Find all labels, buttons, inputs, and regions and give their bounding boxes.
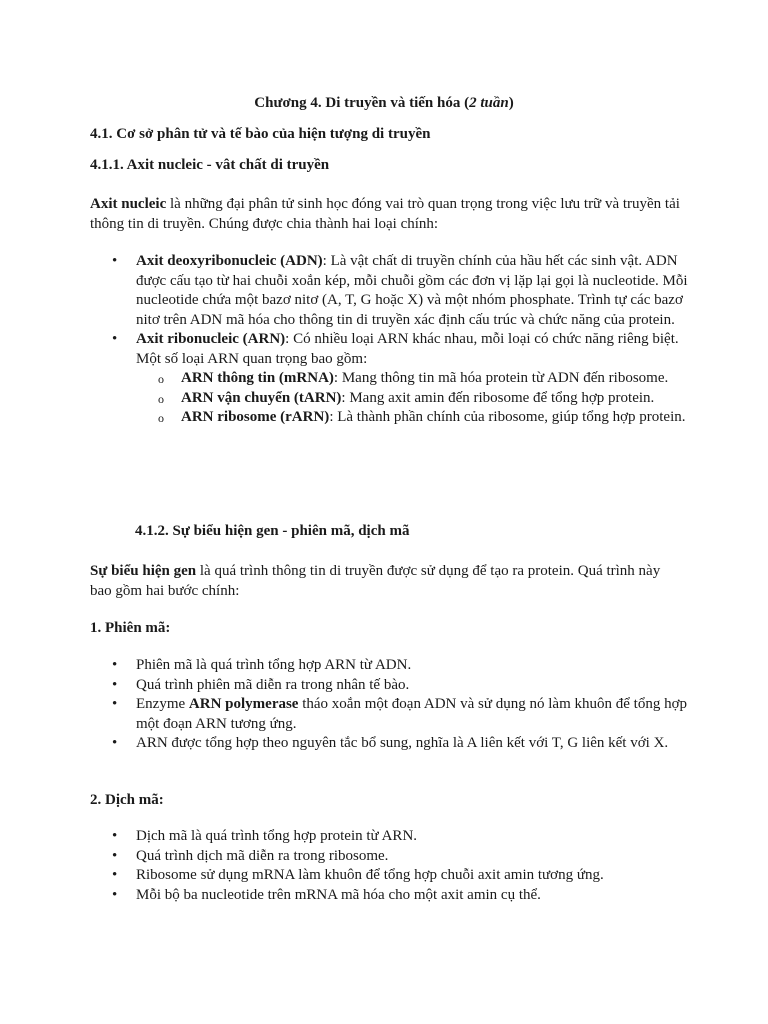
term-mrna: ARN thông tin (mRNA) <box>181 370 334 386</box>
term-rarn: ARN ribosome (rARN) <box>181 409 330 425</box>
term-arn: Axit ribonucleic (ARN) <box>136 331 286 347</box>
paragraph-text: là những đại phân tử sinh học đóng vai trò quan trọng trong việc lưu trữ và truyền tải thông tin di truyền. Chúng được chia thành hai loại chính: <box>90 196 680 232</box>
term-arn-polymerase: ARN polymerase <box>188 696 299 712</box>
paragraph-text: là quá trình thông tin di truyền được sử dụng để tạo ra protein. Quá trình này bao gồm hai bước chính: <box>90 563 661 599</box>
sub-list-item <box>136 369 690 389</box>
chapter-title-text: Chương 4. Di truyền và tiến hóa ( <box>254 95 470 111</box>
term-gene-expression: Sự biểu hiện gen <box>90 563 197 579</box>
list-item-text: tháo xoắn một đoạn ADN và sử dụng nó làm khuôn để tổng hợp một đoạn ARN tương ứng. <box>136 696 688 732</box>
rna-types-list <box>136 369 690 428</box>
list-item: • Phiên mã là quá trình tổng hợp ARN từ ADN. <box>90 656 690 676</box>
list-item: • Ribosome sử dụng mRNA làm khuôn để tổng hợp chuỗi axit amin tương ứng. <box>90 866 690 886</box>
list-item: • Quá trình phiên mã diễn ra trong nhân tế bào. <box>90 676 690 696</box>
paragraph-gene-expression <box>90 562 680 601</box>
transcription-list <box>90 656 690 754</box>
list-item: • Dịch mã là quá trình tổng hợp protein từ ARN. <box>90 827 690 847</box>
sub-list-item-text: : Là thành phần chính của ribosome, giúp tổng hợp protein. <box>329 409 686 425</box>
term-tarn: ARN vận chuyển (tARN) <box>181 389 342 406</box>
list-item <box>90 252 690 330</box>
sub-list-item <box>136 389 690 409</box>
heading-translation: 2. Dịch mã: <box>90 792 164 808</box>
list-item-text: : Có nhiều loại ARN khác nhau, mỗi loại có chức năng riêng biệt. Một số loại ARN quan trọng bao gồm: <box>136 331 679 367</box>
list-item: • Mỗi bộ ba nucleotide trên mRNA mã hóa cho một axit amin cụ thể. <box>90 886 690 906</box>
term-adn: Axit deoxyribonucleic (ADN) <box>136 253 323 269</box>
chapter-title <box>0 94 768 114</box>
section-heading-4-1: 4.1. Cơ sở phân tử và tế bào của hiện tượng di truyền <box>90 126 431 142</box>
paragraph-axit-nucleic <box>90 195 680 234</box>
translation-list <box>90 827 690 905</box>
sub-list-item-text: : Mang axit amin đến ribosome để tổng hợp protein. <box>341 389 655 406</box>
nucleic-acid-list <box>90 252 690 428</box>
chapter-duration: 2 tuần <box>469 95 509 111</box>
term-axit-nucleic: Axit nucleic <box>90 196 167 212</box>
section-heading-4-1-1: 4.1.1. Axit nucleic - vât chất di truyền <box>90 157 330 173</box>
list-item-text: Enzyme <box>136 696 189 712</box>
sub-list-item <box>136 408 690 428</box>
list-item: • Quá trình dịch mã diễn ra trong ribosome. <box>90 847 690 867</box>
section-heading-4-1-2: 4.1.2. Sự biểu hiện gen - phiên mã, dịch mã <box>135 523 410 539</box>
list-item-text: : Là vật chất di truyền chính của hầu hết các sinh vật. ADN được cấu tạo từ hai chuỗi xoắn kép, mỗi chuỗi gồm các đơn vị lặp lại gọi là nucleotide. Mỗi nucleotide chứa một bazơ nitơ (A, T, G hoặc X) và một nhóm phosphate. Trình tự các bazơ nitơ trên ADN mã hóa cho thông tin di truyền xác định cấu trúc và chức năng của protein. <box>136 253 688 328</box>
list-item <box>90 330 690 428</box>
list-item <box>90 695 690 734</box>
chapter-title-close: ) <box>508 95 514 111</box>
sub-list-item-text: : Mang thông tin mã hóa protein từ ADN đến ribosome. <box>333 370 669 386</box>
heading-transcription: 1. Phiên mã: <box>90 620 171 636</box>
list-item: • ARN được tổng hợp theo nguyên tắc bổ sung, nghĩa là A liên kết với T, G liên kết với X. <box>90 734 690 754</box>
